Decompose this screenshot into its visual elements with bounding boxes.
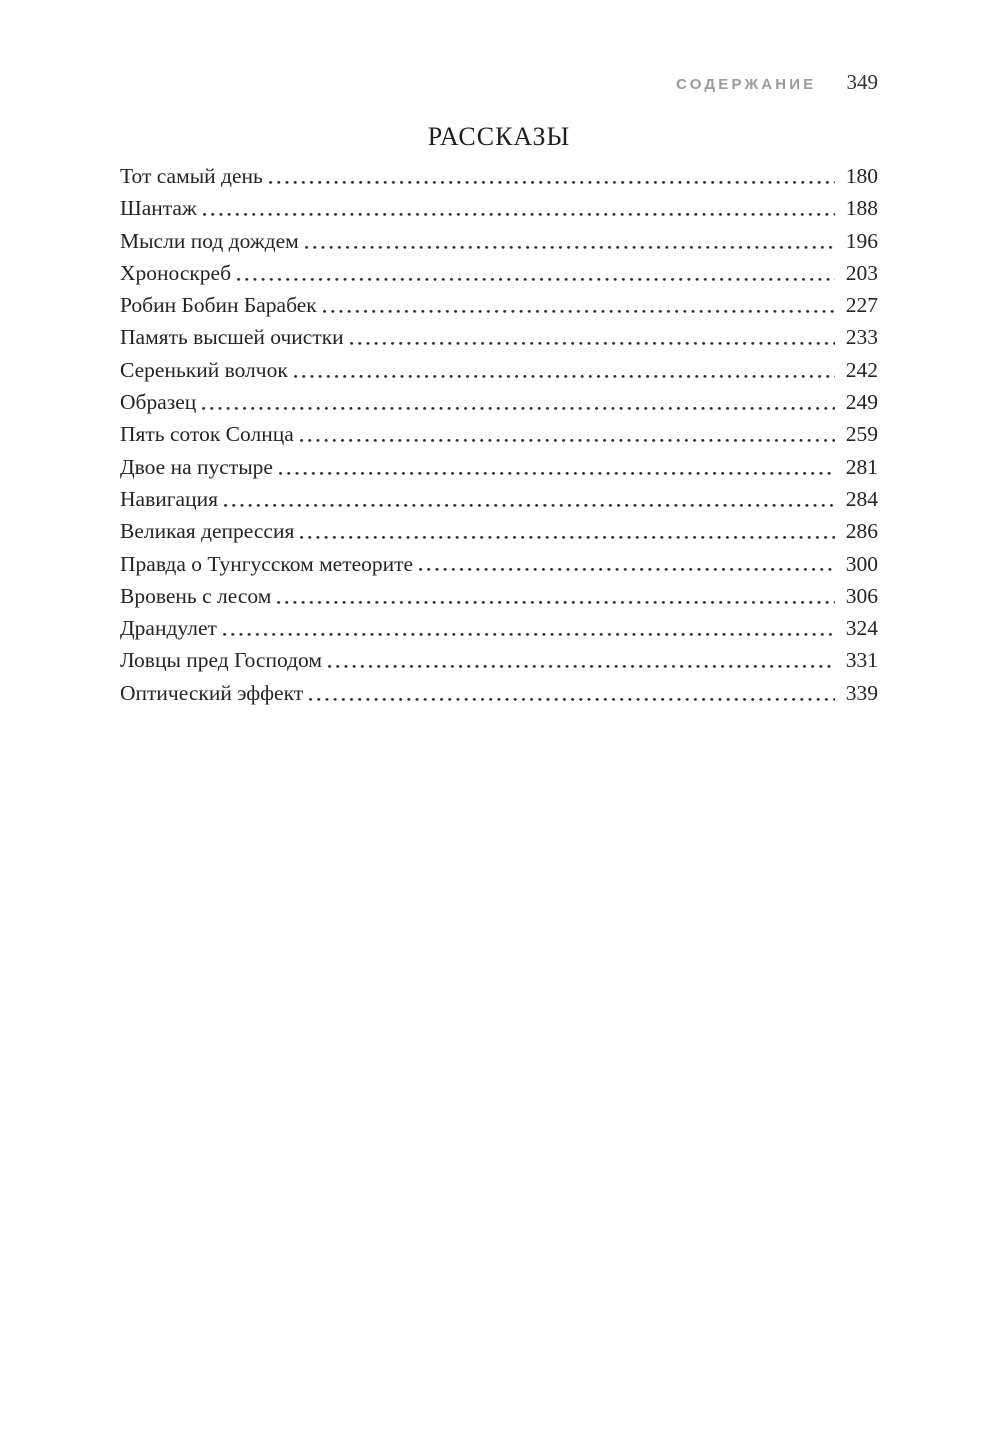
toc-entry: [120, 160, 878, 192]
running-header: [120, 0, 878, 92]
toc-entry-page: 188: [845, 196, 878, 221]
toc-entry-title: Шантаж: [120, 196, 197, 221]
toc-entry: [120, 515, 878, 547]
dot-leader: [300, 515, 835, 547]
dot-leader: [277, 580, 835, 612]
toc-entry-page: 300: [845, 551, 878, 576]
toc-entry: [120, 580, 878, 612]
toc-entry: [120, 612, 878, 644]
toc-entry: [120, 548, 878, 580]
dot-leader: [294, 354, 835, 386]
dot-leader: [269, 160, 835, 192]
dot-leader: [309, 677, 835, 709]
dot-leader: [323, 289, 835, 321]
toc-entry-page: 259: [845, 422, 878, 447]
toc-entry-page: 242: [845, 357, 878, 382]
toc-entry-page: 227: [845, 293, 878, 318]
toc-entry-title: Великая депрессия: [120, 519, 295, 544]
toc-entry: [120, 289, 878, 321]
toc-entry: [120, 677, 878, 709]
toc-entry-page: 324: [845, 616, 878, 641]
toc-entry: [120, 386, 878, 418]
dot-leader: [224, 483, 835, 515]
toc-entry-title: Память высшей очистки: [120, 325, 344, 350]
toc-entry-page: 281: [845, 454, 878, 479]
toc-entry-page: 339: [845, 680, 878, 705]
toc-entry-page: 249: [845, 390, 878, 415]
toc-entry: [120, 192, 878, 224]
toc-entry-title: Двое на пустыре: [120, 454, 273, 479]
toc-entry-title: Драндулет: [120, 616, 217, 641]
toc-entry-title: Тот самый день: [120, 164, 263, 188]
toc-entry: [120, 451, 878, 483]
toc-entry-page: 331: [845, 648, 878, 673]
toc-entry-page: 306: [845, 583, 878, 608]
toc-entry: [120, 354, 878, 386]
toc-entry: [120, 225, 878, 257]
toc-entry-page: 180: [845, 164, 878, 188]
dot-leader: [203, 192, 835, 224]
dot-leader: [419, 548, 835, 580]
dot-leader: [328, 644, 835, 676]
toc-entry: [120, 321, 878, 353]
toc-entry-title: Вровень с лесом: [120, 583, 272, 608]
page-number: 349: [846, 70, 878, 94]
toc-entry-page: 284: [845, 486, 878, 511]
toc-entry-page: 203: [845, 260, 878, 285]
dot-leader: [237, 257, 835, 289]
toc-entry: [120, 483, 878, 515]
toc-entry-title: Мысли под дождем: [120, 228, 299, 253]
toc-entry-title: Оптический эффект: [120, 680, 304, 705]
toc-entry-title: Правда о Тунгусском метеорите: [120, 551, 414, 576]
dot-leader: [300, 418, 835, 450]
toc-entry: [120, 644, 878, 676]
toc-entry-title: Навигация: [120, 486, 218, 511]
dot-leader: [279, 451, 835, 483]
toc-entry-title: Образец: [120, 390, 197, 415]
section-title: РАССКАЗЫ: [427, 122, 571, 151]
toc-entry-title: Пять соток Солнца: [120, 422, 294, 447]
running-header-title: СОДЕРЖАНИЕ: [676, 76, 817, 93]
dot-leader: [223, 612, 835, 644]
dot-leader: [305, 225, 835, 257]
dot-leader: [350, 321, 835, 353]
table-of-contents: [120, 160, 878, 709]
toc-entry-page: 196: [845, 228, 878, 253]
toc-entry-page: 286: [845, 519, 878, 544]
toc-entry-page: 233: [845, 325, 878, 350]
toc-entry-title: Серенький волчок: [120, 357, 288, 382]
dot-leader: [202, 386, 835, 418]
toc-entry-title: Хроноскреб: [120, 260, 232, 285]
toc-entry: [120, 418, 878, 450]
toc-entry-title: Ловцы пред Господом: [120, 648, 322, 673]
toc-entry: [120, 257, 878, 289]
toc-entry-title: Робин Бобин Барабек: [120, 293, 317, 318]
